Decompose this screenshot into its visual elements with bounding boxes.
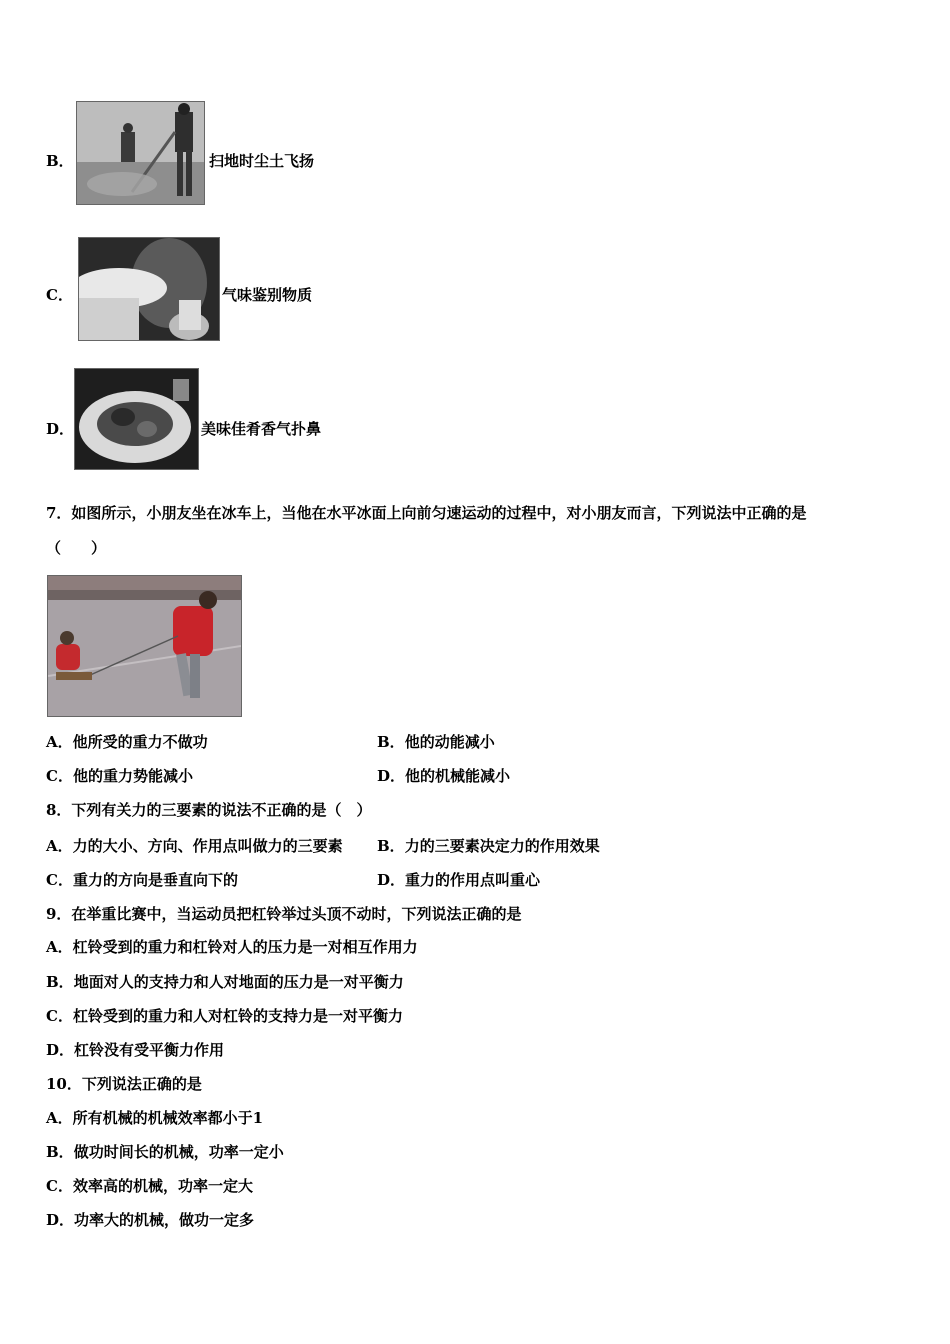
option-letter: D． [377, 767, 406, 785]
smelling-substance-photo [78, 237, 220, 341]
option-b [377, 836, 600, 856]
option-letter: C． [46, 286, 73, 304]
option-text: 美味佳肴香气扑鼻 [201, 420, 322, 438]
option-letter: C． [46, 1007, 73, 1025]
option-text: 效率高的机械，功率一定大 [72, 1177, 253, 1195]
option-letter: D． [46, 420, 75, 438]
answer-parentheses: （ ） [46, 539, 107, 557]
option-letter: B． [46, 152, 74, 170]
option-text: 他的重力势能减小 [72, 767, 193, 785]
option-text: 力的大小、方向、作用点叫做力的三要素 [72, 837, 343, 855]
option-text: 功率大的机械，做功一定多 [74, 1211, 255, 1229]
option-d [46, 1210, 254, 1230]
delicious-food-photo [74, 368, 199, 470]
option-letter: B． [46, 973, 74, 991]
option-b [377, 732, 495, 752]
option-text: 做功时间长的机械，功率一定小 [73, 1143, 284, 1161]
option-d [46, 1040, 224, 1060]
option-text: 杠铃没有受平衡力作用 [74, 1041, 225, 1059]
ice-sled-photo [47, 575, 242, 717]
option-text: 力的三要素决定力的作用效果 [404, 837, 600, 855]
option-letter: D． [377, 871, 406, 889]
option-b [46, 1142, 284, 1162]
option-letter: B． [377, 837, 405, 855]
option-a [46, 937, 418, 957]
option-letter: B． [46, 1143, 74, 1161]
option-text: 杠铃受到的重力和人对杠铃的支持力是一对平衡力 [72, 1007, 403, 1025]
option-letter: B． [377, 733, 405, 751]
option-d [377, 766, 510, 786]
option-c [46, 1006, 403, 1026]
option-letter: D． [46, 1041, 75, 1059]
option-text: 重力的作用点叫重心 [405, 871, 541, 889]
option-text: 地面对人的支持力和人对地面的压力是一对平衡力 [73, 973, 404, 991]
option-text: 他的机械能减小 [405, 767, 511, 785]
question-stem: 9．在举重比赛中，当运动员把杠铃举过头顶不动时，下列说法正确的是 [46, 905, 522, 923]
option-text: 他所受的重力不做功 [72, 733, 208, 751]
option-letter: D． [46, 1211, 75, 1229]
sweeping-dust-photo [76, 101, 205, 205]
option-letter: A． [46, 938, 73, 956]
option-c [46, 870, 238, 890]
option-a [46, 1108, 263, 1128]
option-text: 气味鉴别物质 [222, 286, 313, 304]
option-letter: A． [46, 1109, 73, 1127]
option-a [46, 732, 208, 752]
question-stem: 10．下列说法正确的是 [46, 1075, 202, 1093]
option-text: 所有机械的机械效率都小于1 [72, 1109, 264, 1127]
option-c [46, 766, 193, 786]
option-letter: C． [46, 767, 73, 785]
option-c [46, 1176, 253, 1196]
option-text: 重力的方向是垂直向下的 [72, 871, 238, 889]
option-b [46, 972, 404, 992]
option-text: 杠铃受到的重力和杠铃对人的压力是一对相互作用力 [72, 938, 418, 956]
option-text: 他的动能减小 [404, 733, 495, 751]
option-letter: C． [46, 871, 73, 889]
option-text: 扫地时尘土飞扬 [209, 152, 315, 170]
option-d [377, 870, 540, 890]
option-letter: A． [46, 837, 73, 855]
option-a [46, 836, 343, 856]
question-stem: 7．如图所示，小朋友坐在冰车上，当他在水平冰面上向前匀速运动的过程中，对小朋友而言，下列说法中正确的是 [46, 504, 807, 522]
option-letter: A． [46, 733, 73, 751]
option-letter: C． [46, 1177, 73, 1195]
question-stem: 8．下列有关力的三要素的说法不正确的是（ ） [46, 801, 372, 819]
